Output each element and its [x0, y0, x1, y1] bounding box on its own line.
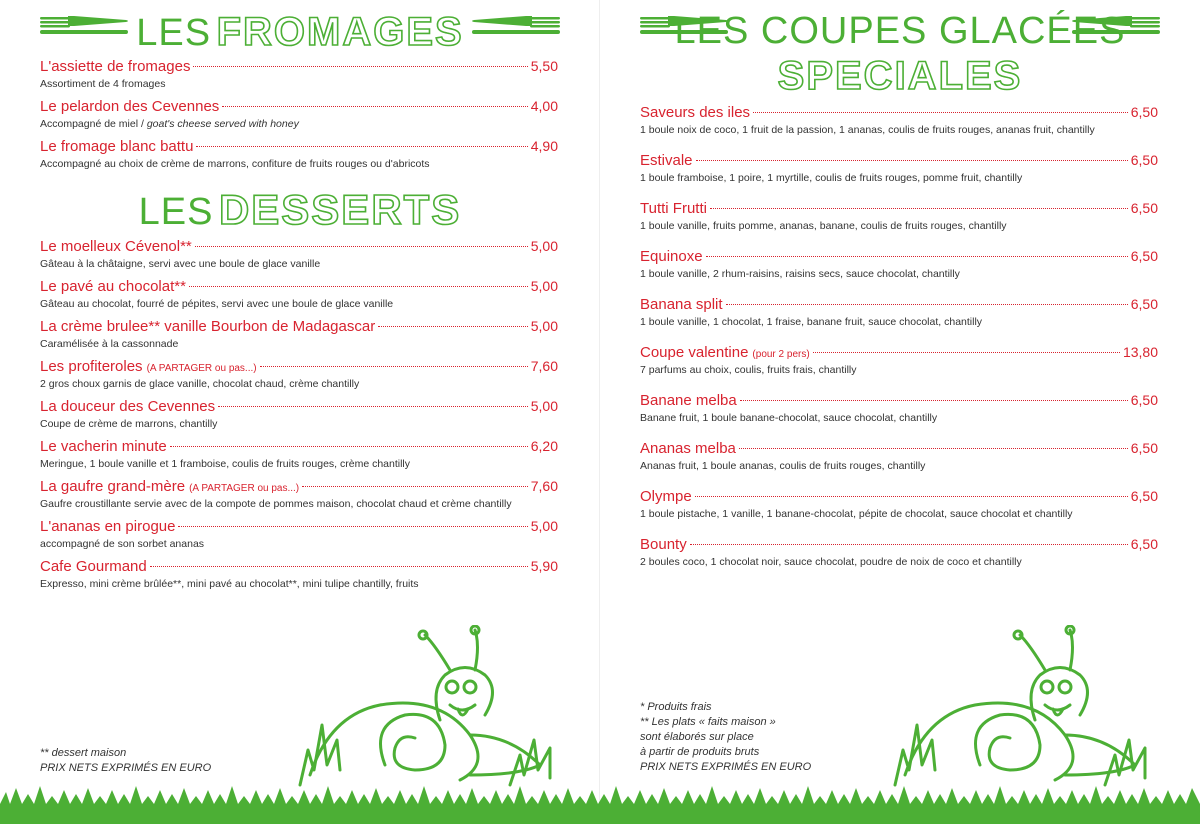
footnote: * Produits frais ** Les plats « faits maison » sont élaborés sur place à partir de produits bruts PRIX NETS EXPRIMÉS EN EURO	[640, 701, 812, 773]
desserts-list	[40, 236, 558, 592]
list-item: Olympe 6,50 1 boule pistache, 1 vanille, 1 banane-chocolat, pépite de chocolat, sauce chocolat et chantilly	[640, 488, 1158, 520]
list-item: Cafe Gourmand 5,90 Expresso, mini crème brûlée**, mini pavé au chocolat**, mini tulipe chantilly, fruits	[40, 558, 558, 590]
list-item: Tutti Frutti 6,50 1 boule vanille, fruits pomme, ananas, banane, coulis de fruits rouges, chantilly	[640, 200, 1158, 232]
list-item: Saveurs des iles 6,50 1 boule noix de coco, 1 fruit de la passion, 1 ananas, coulis de fruits rouges, ananas fruit, chantilly	[640, 104, 1158, 136]
list-item: Coupe valentine (pour 2 pers) 13,80 7 parfums au choix, coulis, fruits frais, chantilly	[640, 344, 1158, 376]
snail-illustration	[885, 625, 1155, 795]
coupes-list	[640, 102, 1158, 570]
grass-decoration	[0, 774, 1200, 824]
list-item: Le pavé au chocolat** 5,00 Gâteau au chocolat, fourré de pépites, servi avec une boule de glace vanille	[40, 278, 558, 310]
list-item: Banane melba 6,50 Banane fruit, 1 boule banane-chocolat, sauce chocolat, chantilly	[640, 392, 1158, 424]
list-item: La crème brulee** vanille Bourbon de Madagascar 5,00 Caramélisée à la cassonnade	[40, 318, 558, 350]
section-title-desserts: LES DESSERTS	[138, 186, 462, 233]
section-subtitle-speciales: SPECIALES	[777, 54, 1023, 98]
list-item: Le vacherin minute 6,20 Meringue, 1 boule vanille et 1 framboise, coulis de fruits rouges, crème chantilly	[40, 438, 558, 470]
list-item: L'ananas en pirogue 5,00 accompagné de son sorbet ananas	[40, 518, 558, 550]
list-item: La gaufre grand-mère (A PARTAGER ou pas...) 7,60 Gaufre croustillante servie avec de la compote de pommes maison, chocolat chaud et crème chantilly	[40, 478, 558, 510]
list-item: Le moelleux Cévenol** 5,00 Gâteau à la châtaigne, servi avec une boule de glace vanille	[40, 238, 558, 270]
right-page	[600, 0, 1200, 824]
list-item: Equinoxe 6,50 1 boule vanille, 2 rhum-raisins, raisins secs, sauce chocolat, chantilly	[640, 248, 1158, 280]
list-item: Banana split 6,50 1 boule vanille, 1 chocolat, 1 fraise, banane fruit, sauce chocolat, chantilly	[640, 296, 1158, 328]
list-item: Ananas melba 6,50 Ananas fruit, 1 boule ananas, coulis de fruits rouges, chantilly	[640, 440, 1158, 472]
list-item: La douceur des Cevennes 5,00 Coupe de crème de marrons, chantilly	[40, 398, 558, 430]
list-item: Bounty 6,50 2 boules coco, 1 chocolat noir, sauce chocolat, poudre de noix de coco et chantilly	[640, 536, 1158, 568]
list-item: Le fromage blanc battu 4,90 Accompagné au choix de crème de marrons, confiture de fruits rouges ou d'abricots	[40, 138, 558, 170]
fromages-list	[40, 56, 558, 172]
section-title-fromages: LES FROMAGES	[136, 10, 464, 54]
list-item: L'assiette de fromages 5,50 Assortiment de 4 fromages	[40, 58, 558, 90]
list-item: Les profiteroles (A PARTAGER ou pas...) 7,60 2 gros choux garnis de glace vanille, chocolat chaud, crème chantilly	[40, 358, 558, 390]
snail-illustration	[290, 625, 560, 795]
footnote: ** dessert maison PRIX NETS EXPRIMÉS EN EURO	[40, 747, 212, 774]
list-item: Le pelardon des Cevennes 4,00 Accompagné de miel / goat's cheese served with honey	[40, 98, 558, 130]
list-item: Estivale 6,50 1 boule framboise, 1 poire, 1 myrtille, coulis de fruits rouges, pomme fruit, chantilly	[640, 152, 1158, 184]
section-title-coupes: LES COUPES GLACÉES	[674, 10, 1126, 52]
